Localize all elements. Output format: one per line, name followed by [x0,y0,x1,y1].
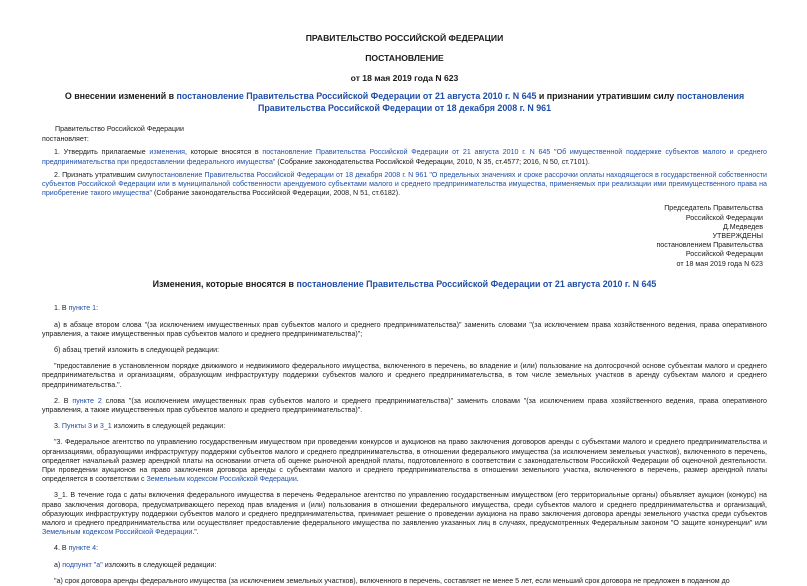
point-3-1-new-text [42,491,767,537]
link-land-code-1[interactable]: Земельным кодексом Российской Федерации [146,475,297,484]
link-land-code-2[interactable]: Земельным кодексом Российской Федерации [42,528,193,537]
approved-by: постановлением Правительства [656,241,763,250]
point-3 [42,422,767,431]
point-3-1-end: .". [192,528,199,537]
point-3-text-b: и [91,422,100,431]
signature-position: Председатель Правительства [664,204,763,213]
preamble-line-1: Правительство Российской Федерации [55,125,184,133]
government-heading: ПРАВИТЕЛЬСТВО РОССИЙСКОЙ ФЕДЕРАЦИИ [305,33,504,43]
preamble-line-2: постановляет: [42,135,89,144]
title-prefix: О внесении изменений в [64,91,177,101]
point-4-text-a: 4. В [54,544,69,553]
point-1 [42,304,767,313]
point-3-new-text [42,438,767,484]
point-1-b-text: "предоставление в установленном порядке движимого и недвижимого федерального имущества, включенного в перечень, во владение и (или) пользование на долгосрочной основе субъектам малого и среднего предпринимательства и организациям, образующим инфраструктуру поддержки субъектов малого и среднего предпринимательства, в том числе земельных участков в аренду субъектам малого и среднего предпринимательства.". [42,362,767,389]
point-2 [42,397,767,415]
title-link-decree-961[interactable]: постановления Правительства Российской Федерации от 18 декабря 2008 г. N 961 [257,91,745,113]
link-points-3[interactable]: Пункты 3 [61,422,92,431]
document-title [52,91,757,114]
signature-org: Российской Федерации [685,213,763,222]
point-2-text-a: 2. В [54,396,73,405]
point-4-a [42,561,767,570]
document-date: от 18 мая 2019 года N 623 [350,73,459,83]
link-decree-961-full[interactable]: постановление Правительства Российской Федерации от 18 декабря 2008 г. N 961 "О предельных значениях и сроке рассрочки оплаты находящегося в государственной собственности субъектов Российской Федерации или в муниципальной собственности арендуемого субъектами малого и среднего предпринимательства имущества, применяемых при реализации ими преимущественного права на приобретение такого имущества" [42,170,767,198]
approved-date: от 18 мая 2019 года N 623 [676,259,763,268]
title-middle: и признании утратившим силу [536,91,677,101]
point-4-a-new-text: "а) срок договора аренды федерального имущества (за исключением земельных участков), включенного в перечень, составляет не менее 5 лет, если меньший срок договора не предложен в поданном до [54,576,730,585]
item-1-text-c: (Собрание законодательства Российской Федерации, 2010, N 35, ст.4577; 2016, N 50, ст.7101). [275,157,590,166]
point-4-a-text-b: изложить в следующей редакции: [102,560,217,569]
link-point-3-1[interactable]: 3_1 [99,422,112,431]
point-3-text-a: 3. [54,422,62,431]
title-link-decree-645[interactable]: постановление Правительства Российской Федерации от 21 августа 2010 г. N 645 [176,91,537,101]
preamble [42,125,767,134]
link-point-2[interactable]: пункте 2 [72,396,102,405]
link-subpoint-a[interactable]: подпункт "а" [62,560,103,569]
point-1-a: а) в абзаце втором слова "(за исключением имущественных прав субъектов малого и среднего предпринимательства)" заменить словами "(за исключением права хозяйственного ведения, права оперативного управления, а также имущественных прав субъектов малого и среднего предпринимательства)"; [42,320,767,338]
signature-block [42,204,767,268]
item-2-text-a: 2. Признать утратившим силу [54,170,153,179]
amendments-title-prefix: Изменения, которые вносятся в [152,278,297,289]
point-1-b: б) абзац третий изложить в следующей редакции: [54,345,220,354]
point-3-new-body: "3. Федеральное агентство по управлению государственным имуществом при проведении конкурсов и аукционов на право заключения договоров аренды с субъектами малого и среднего предпринимательства и организациями, образующими инфраструктуру поддержки субъектов малого и среднего предпринимательства, в отношении федерального имущества (за исключением земельных участков), включенного в перечень, определяет начальный размер арендной платы на основании отчета об оценке рыночной арендной платы, подготовленного в соответствии с законодательством Российской Федерации об оценочной деятельности. При проведении аукционов на право заключения договора аренды с субъектами малого и среднего предпринимательства в отношении земельного участка, включенного в перечень, размер арендной платы определяется в соответствии с [42,438,767,484]
link-decree-645-full[interactable]: постановление Правительства Российской Федерации от 21 августа 2010 г. N 645 "Об имущественной поддержке субъектов малого и среднего предпринимательства при предоставлении федерального имущества" [42,148,767,166]
point-1-text: 1. В [54,304,69,313]
item-1-text-a: 1. Утвердить прилагаемые [54,148,150,157]
item-1 [42,148,767,166]
point-3-new-end: . [296,475,299,484]
document-type: ПОСТАНОВЛЕНИЕ [365,53,444,63]
point-1-colon: : [96,304,99,313]
point-4-text-b: : [96,544,99,553]
point-3-text-c: изложить в следующей редакции: [111,422,226,431]
link-point-4[interactable]: пункте 4 [68,544,97,553]
signature-name: Д.Медведев [722,222,763,231]
point-2-text-b: слова "(за исключением имущественных прав субъектов малого и среднего предпринимательства)" заменить словами "(за исключением права хозяйственного ведения, права оперативного управления, а также имущественных прав субъектов малого и среднего предпринимательства)". [42,396,767,414]
amendments-body [42,304,767,586]
approved-label: УТВЕРЖДЕНЫ [712,232,763,241]
point-4 [42,544,767,553]
link-amendments[interactable]: изменения [149,148,186,157]
item-1-text-b: , которые вносятся в [185,148,263,157]
approved-org: Российской Федерации [685,250,763,259]
point-4-a-text-a: а) [54,560,63,569]
point-3-1-body: 3_1. В течение года с даты включения федерального имущества в перечень Федеральное агентство по управлению государственным имуществом (его территориальные органы) объявляет аукцион (конкурс) на право заключения договора, предусматривающего переход прав владения и (или) пользования в отношении федерального имущества, среди субъектов малого и среднего предпринимательства и организаций, образующих инфраструктуру поддержки субъектов малого и среднего предпринимательства, принимает решение о проведении аукциона на право заключения договора аренды земельного участка среди субъектов малого и среднего предпринимательства или осуществляет предоставление федерального имущества по заявлению указанных лиц в случаях, предусмотренных Федеральным законом "О защите конкуренции" или [42,491,767,527]
item-2 [42,171,767,199]
item-2-text-b: (Собрание законодательства Российской Федерации, 2008, N 51, ст.6182). [152,189,401,198]
amendments-title [42,279,767,291]
amendments-title-link[interactable]: постановление Правительства Российской Федерации от 21 августа 2010 г. N 645 [296,278,657,289]
link-point-1[interactable]: пункте 1 [68,304,97,313]
